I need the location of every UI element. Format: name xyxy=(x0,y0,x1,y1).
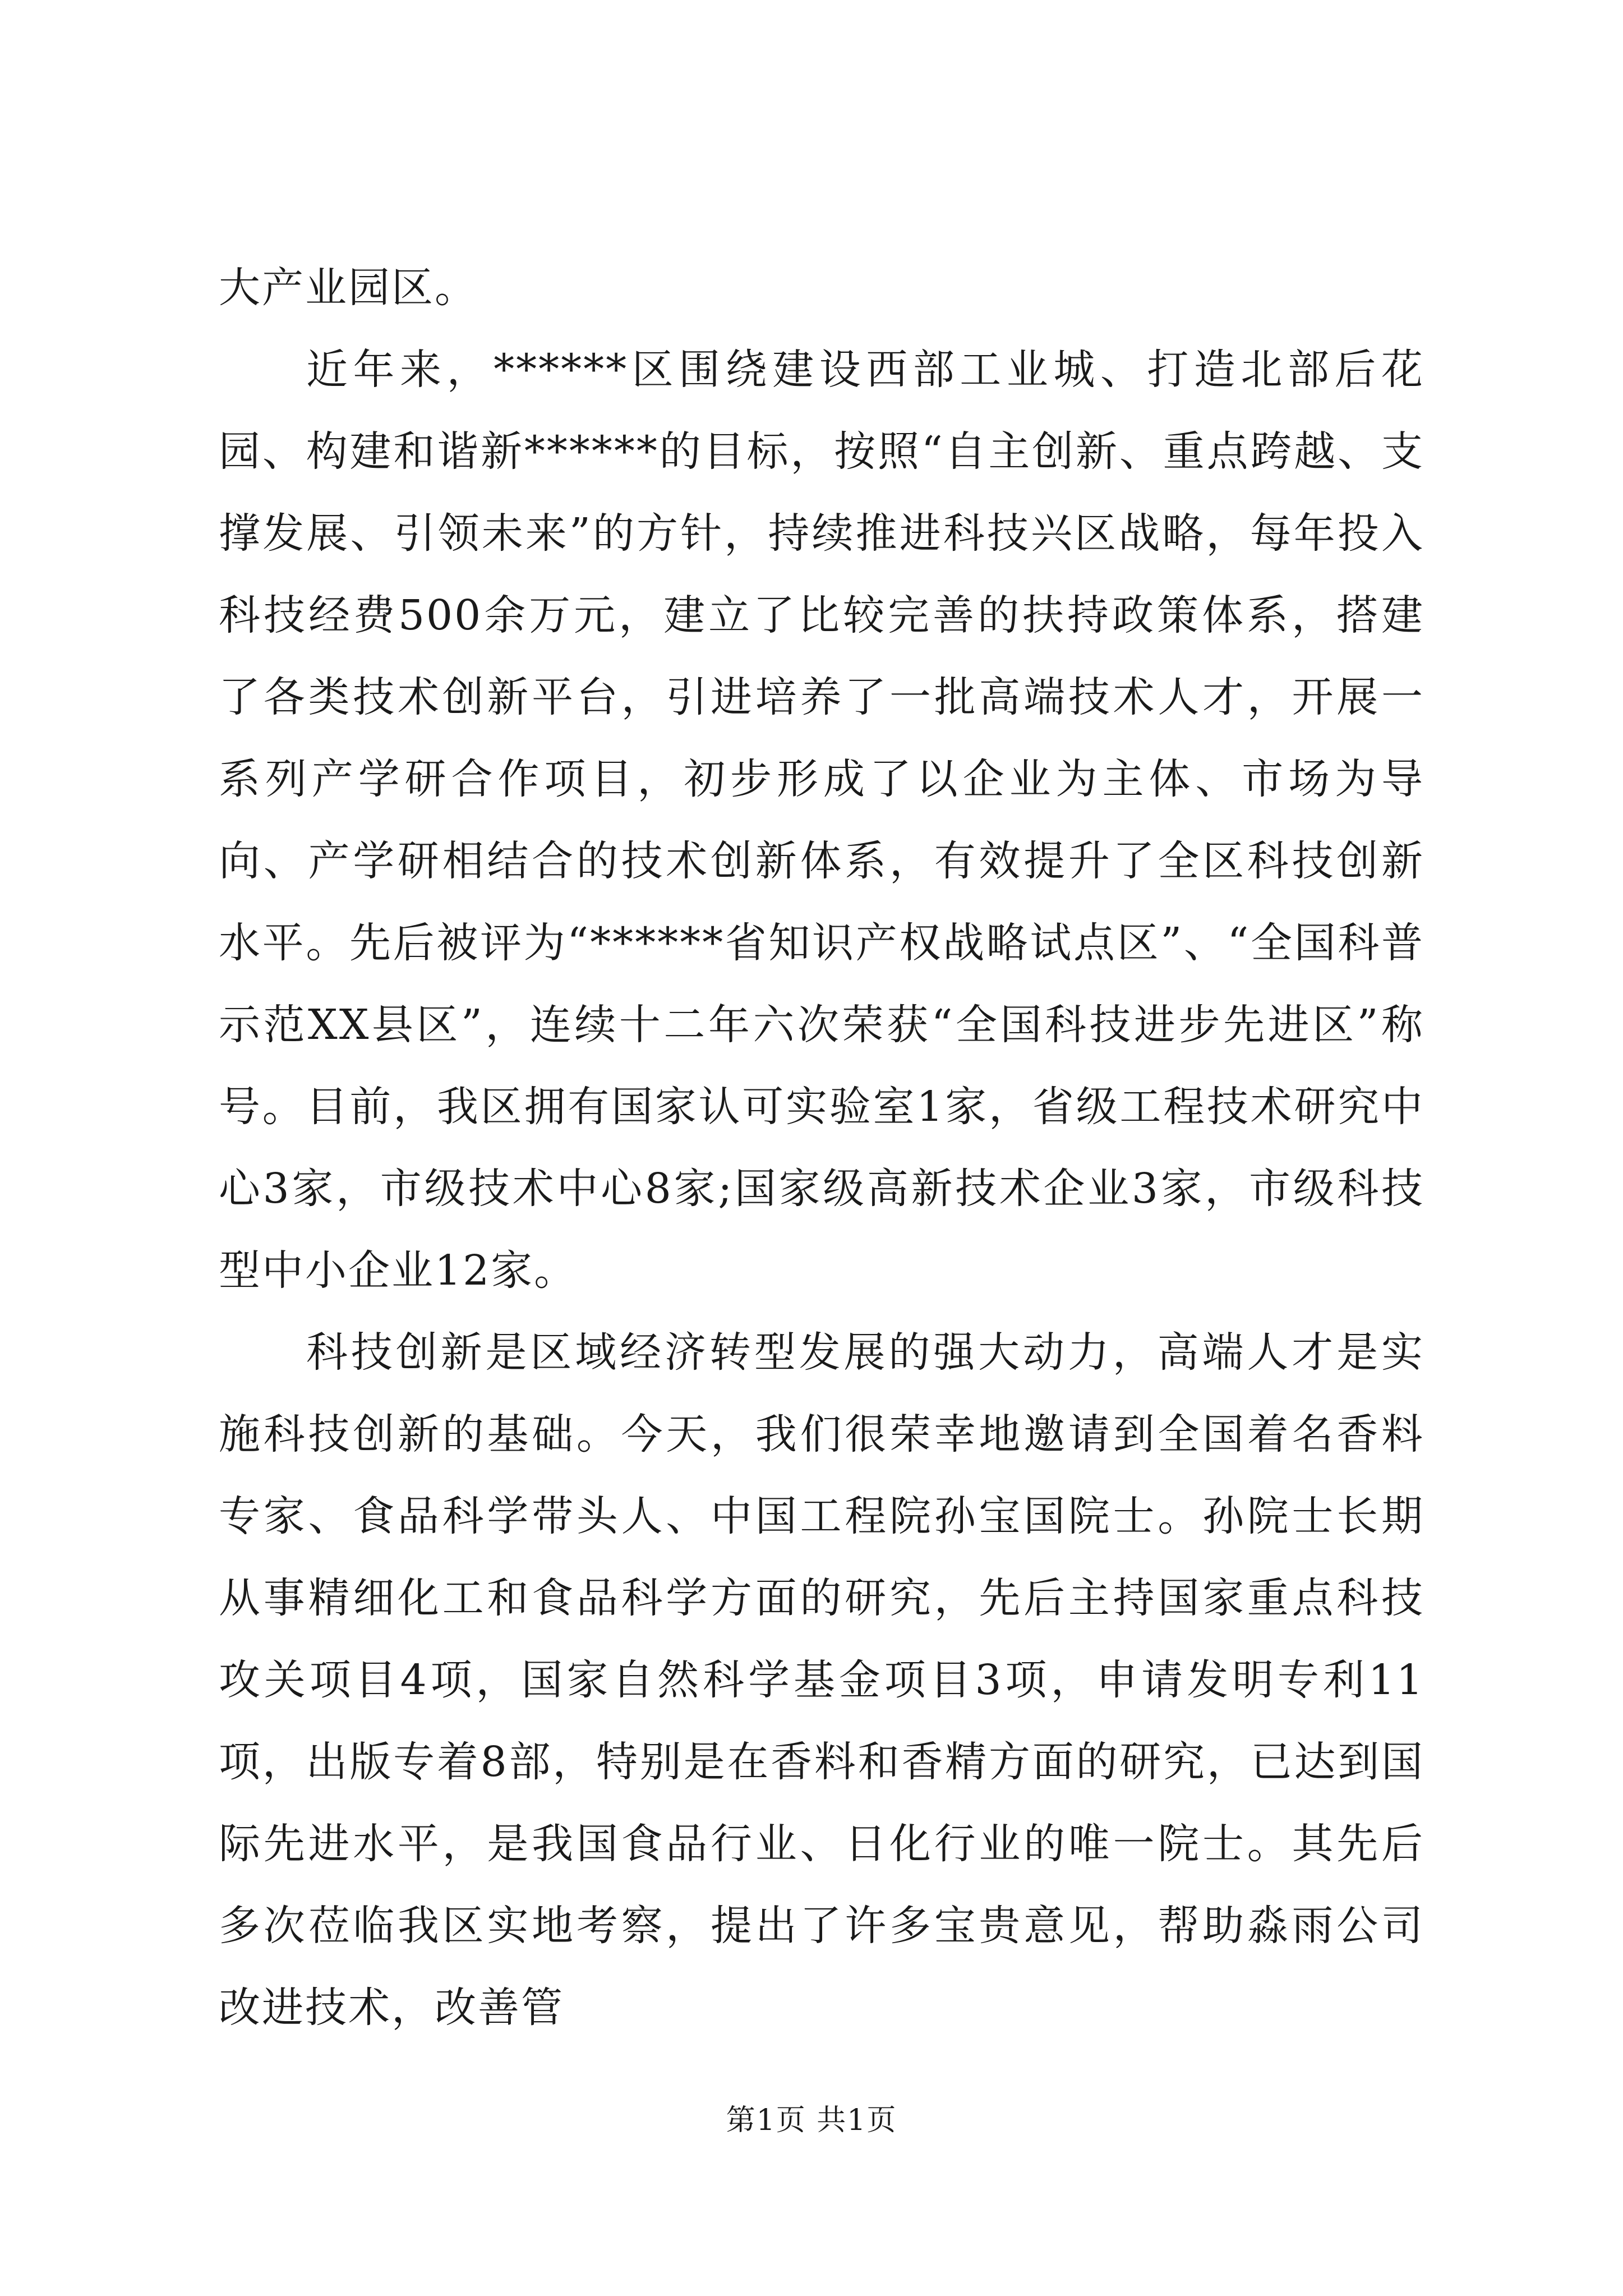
paragraph-1: 大产业园区。 xyxy=(219,264,478,312)
document-body xyxy=(219,247,1424,2049)
paragraph-2: 近年来，******区围绕建设西部工业城、打造北部后花园、构建和谐新******的目标，按照“自主创新、重点跨越、支撑发展、引领未来”的方针，持续推进科技兴区战略，每年投入科技经费500余万元，建立了比较完善的扶持政策体系，搭建了各类技术创新平台，引进培养了一批高端技术人才，开展一系列产学研合作项目，初步形成了以企业为主体、市场为导向、产学研相结合的技术创新体系，有效提升了全区科技创新水平。先后被评为“******省知识产权战略试点区”、“全国科普示范XX县区”，连续十二年六次荣获“全国科技进步先进区”称号。目前，我区拥有国家认可实验室1家，省级工程技术研究中心3家，市级技术中心8家;国家级高新技术企业3家，市级科技型中小企业12家。 xyxy=(219,346,1424,1295)
page-number-label: 第1页 共1页 xyxy=(726,2104,897,2137)
paragraph-3: 科技创新是区域经济转型发展的强大动力，高端人才是实施科技创新的基础。今天，我们很荣幸地邀请到全国着名香料专家、食品科学带头人、中国工程院孙宝国院士。孙院士长期从事精细化工和食品科学方面的研究，先后主持国家重点科技攻关项目4项，国家自然科学基金项目3项，申请发明专利11项，出版专着8部，特别是在香料和香精方面的研究，已达到国际先进水平，是我国食品行业、日化行业的唯一院士。其先后多次莅临我区实地考察，提出了许多宝贵意见，帮助淼雨公司改进技术，改善管 xyxy=(219,1328,1424,2032)
page-footer xyxy=(0,2101,1623,2140)
